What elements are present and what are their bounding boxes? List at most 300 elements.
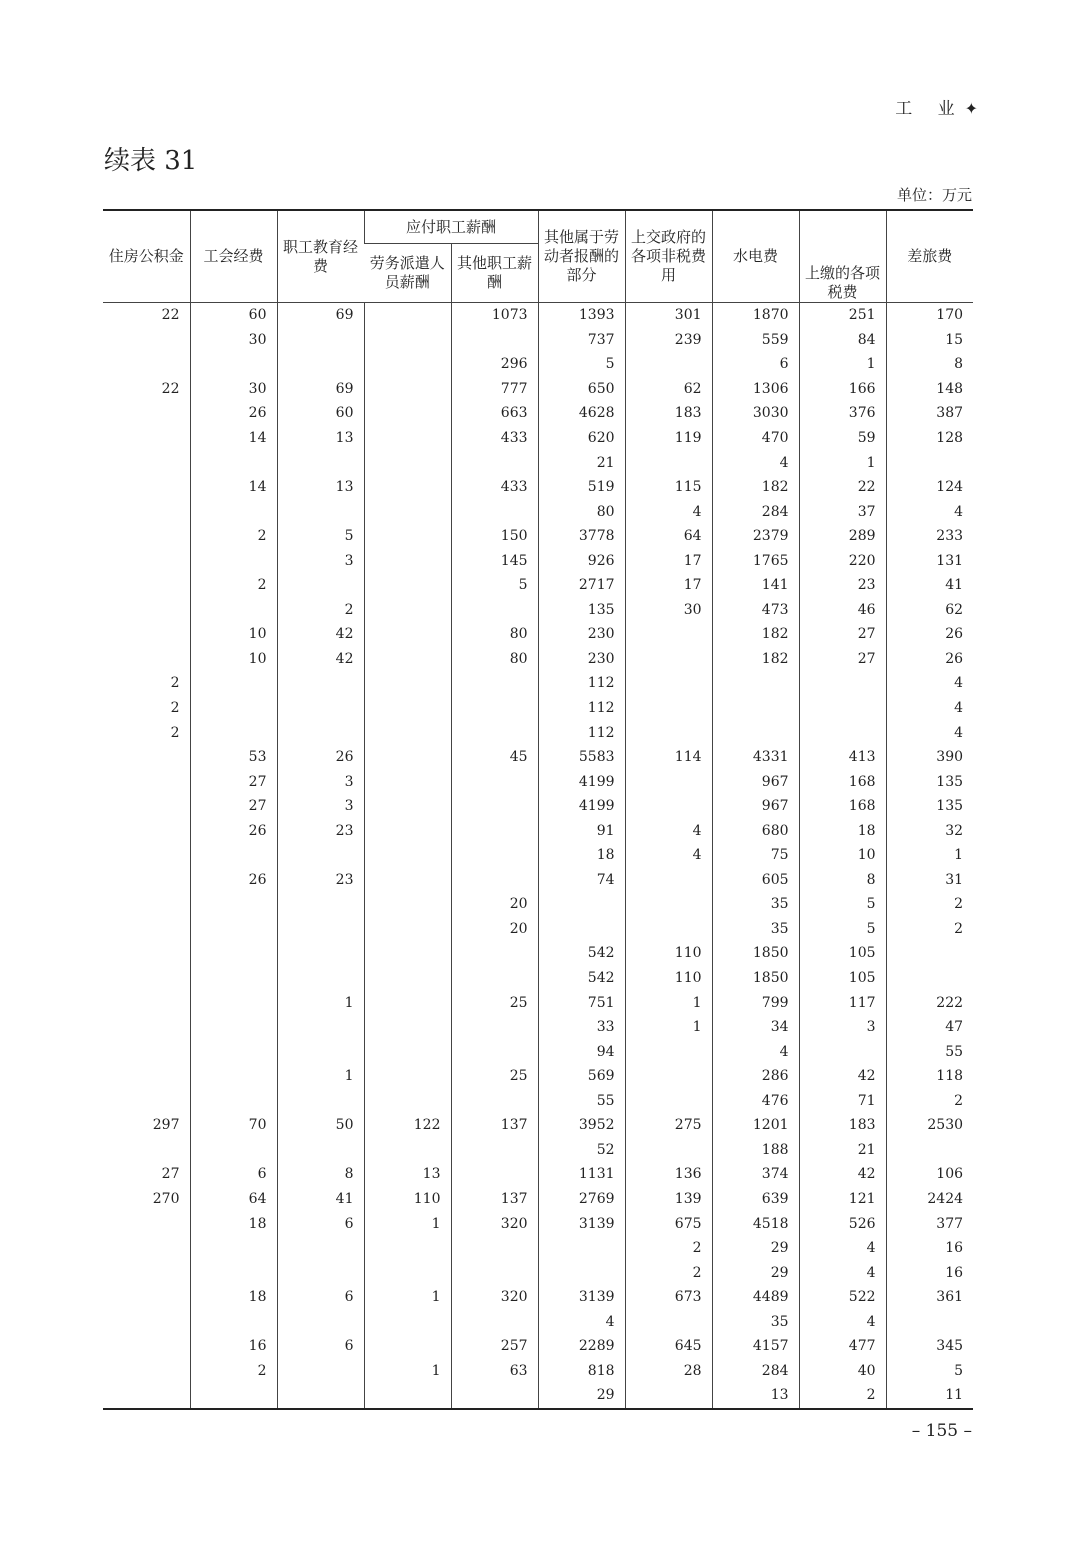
table-cell: 8 <box>799 868 886 893</box>
table-cell <box>103 794 190 819</box>
table-cell: 2717 <box>538 573 625 598</box>
table-cell: 4 <box>712 450 799 475</box>
table-cell <box>103 818 190 843</box>
table-row <box>103 941 973 966</box>
table-cell: 50 <box>277 1113 364 1138</box>
table-cell: 1 <box>277 1064 364 1089</box>
table-cell: 27 <box>799 622 886 647</box>
table-cell: 1 <box>277 990 364 1015</box>
table-cell: 18 <box>799 818 886 843</box>
table-cell <box>277 941 364 966</box>
table-cell: 4 <box>799 1236 886 1261</box>
table-cell <box>538 917 625 942</box>
table-cell <box>799 671 886 696</box>
table-cell <box>364 328 451 353</box>
table-cell: 62 <box>886 598 973 623</box>
table-cell <box>190 1236 277 1261</box>
table-cell: 284 <box>712 1359 799 1384</box>
table-cell <box>277 720 364 745</box>
table-cell <box>190 1015 277 1040</box>
table-cell: 675 <box>625 1211 712 1236</box>
table-cell: 1201 <box>712 1113 799 1138</box>
table-cell <box>277 966 364 991</box>
table-cell: 10 <box>190 647 277 672</box>
table-cell: 136 <box>625 1162 712 1187</box>
table-cell: 1765 <box>712 548 799 573</box>
table-cell: 818 <box>538 1359 625 1384</box>
table-cell: 20 <box>451 892 538 917</box>
table-cell: 25 <box>451 990 538 1015</box>
table-cell: 135 <box>886 794 973 819</box>
table-row <box>103 966 973 991</box>
table-cell: 110 <box>364 1187 451 1212</box>
table-cell: 53 <box>190 745 277 770</box>
table-cell: 20 <box>451 917 538 942</box>
table-cell <box>277 1089 364 1114</box>
table-cell: 4489 <box>712 1285 799 1310</box>
table-cell: 296 <box>451 352 538 377</box>
table-cell: 42 <box>277 622 364 647</box>
table-cell: 1850 <box>712 941 799 966</box>
table-cell <box>103 1039 190 1064</box>
table-cell <box>103 1211 190 1236</box>
table-row <box>103 1187 973 1212</box>
table-cell: 4199 <box>538 794 625 819</box>
table-cell <box>625 892 712 917</box>
table-cell <box>625 1383 712 1409</box>
table-row <box>103 1064 973 1089</box>
table-cell: 376 <box>799 401 886 426</box>
table-cell <box>364 1309 451 1334</box>
table-cell: 71 <box>799 1089 886 1114</box>
table-cell <box>103 426 190 451</box>
table-cell: 2 <box>625 1260 712 1285</box>
table-cell: 182 <box>712 647 799 672</box>
table-cell <box>364 352 451 377</box>
table-cell: 2 <box>190 573 277 598</box>
table-cell: 52 <box>538 1138 625 1163</box>
ornament-icon: ✦ <box>964 99 978 118</box>
table-cell <box>451 769 538 794</box>
table-cell <box>451 941 538 966</box>
table-cell <box>364 450 451 475</box>
table-row <box>103 990 973 1015</box>
table-cell: 1 <box>364 1285 451 1310</box>
table-cell <box>364 720 451 745</box>
table-cell: 2 <box>190 524 277 549</box>
table-cell: 29 <box>712 1260 799 1285</box>
table-row <box>103 1359 973 1384</box>
table-cell <box>190 1383 277 1409</box>
table-cell <box>799 720 886 745</box>
table-cell: 47 <box>886 1015 973 1040</box>
table-cell <box>712 720 799 745</box>
table-cell <box>451 598 538 623</box>
table-cell <box>364 769 451 794</box>
table-cell <box>625 1138 712 1163</box>
table-cell: 270 <box>152 1190 180 1207</box>
table-cell: 2289 <box>538 1334 625 1359</box>
table-cell <box>277 328 364 353</box>
table-cell: 137 <box>451 1113 538 1138</box>
table-cell <box>364 941 451 966</box>
table-cell: 1306 <box>712 377 799 402</box>
table-cell: 3030 <box>712 401 799 426</box>
table-cell <box>625 868 712 893</box>
table-cell: 148 <box>886 377 973 402</box>
table-cell <box>364 794 451 819</box>
table-cell <box>886 1138 973 1163</box>
table-cell: 64 <box>625 524 712 549</box>
table-cell <box>277 1309 364 1334</box>
col-header-other-payroll: 其他职工薪酬 <box>451 244 538 303</box>
table-cell: 135 <box>538 598 625 623</box>
table-cell: 27 <box>799 647 886 672</box>
table-cell: 387 <box>886 401 973 426</box>
table-cell: 32 <box>886 818 973 843</box>
table-cell: 150 <box>451 524 538 549</box>
table-cell: 2769 <box>538 1187 625 1212</box>
table-cell: 5 <box>451 573 538 598</box>
table-cell <box>364 1334 451 1359</box>
table-row <box>103 328 973 353</box>
table-row <box>103 818 973 843</box>
table-cell: 94 <box>538 1039 625 1064</box>
table-cell: 80 <box>451 647 538 672</box>
table-cell: 433 <box>451 475 538 500</box>
table-cell: 10 <box>190 622 277 647</box>
table-cell: 3 <box>277 794 364 819</box>
table-cell: 69 <box>277 377 364 402</box>
table-cell: 377 <box>886 1211 973 1236</box>
table-cell <box>277 1383 364 1409</box>
table-cell: 33 <box>538 1015 625 1040</box>
table-cell <box>190 843 277 868</box>
table-cell <box>190 548 277 573</box>
table-cell: 22 <box>799 475 886 500</box>
table-cell: 121 <box>799 1187 886 1212</box>
table-cell: 2 <box>886 892 973 917</box>
table-cell: 1 <box>364 1211 451 1236</box>
table-cell: 60 <box>190 303 277 328</box>
table-cell <box>364 475 451 500</box>
table-cell <box>886 941 973 966</box>
table-row <box>103 499 973 524</box>
table-cell <box>190 1039 277 1064</box>
table-cell: 4 <box>886 720 973 745</box>
table-cell: 30 <box>190 377 277 402</box>
table-cell <box>364 377 451 402</box>
table-cell: 4 <box>625 818 712 843</box>
table-cell <box>103 1015 190 1040</box>
table-cell <box>364 401 451 426</box>
table-cell: 166 <box>799 377 886 402</box>
table-cell <box>364 745 451 770</box>
table-cell: 390 <box>886 745 973 770</box>
table-cell <box>364 892 451 917</box>
table-cell: 21 <box>799 1138 886 1163</box>
table-row <box>103 1162 973 1187</box>
table-cell: 74 <box>538 868 625 893</box>
table-cell <box>625 352 712 377</box>
table-cell: 183 <box>625 401 712 426</box>
table-cell <box>364 696 451 721</box>
table-row <box>103 1089 973 1114</box>
table-cell: 2 <box>170 724 180 741</box>
table-cell: 170 <box>886 303 973 328</box>
table-cell <box>190 990 277 1015</box>
table-cell: 470 <box>712 426 799 451</box>
table-cell: 40 <box>799 1359 886 1384</box>
table-cell <box>625 671 712 696</box>
table-cell: 6 <box>712 352 799 377</box>
table-cell <box>190 941 277 966</box>
table-cell: 42 <box>277 647 364 672</box>
table-cell <box>190 450 277 475</box>
table-cell: 182 <box>712 475 799 500</box>
table-cell: 251 <box>799 303 886 328</box>
table-cell <box>103 917 190 942</box>
table-cell <box>277 450 364 475</box>
table-cell: 542 <box>538 966 625 991</box>
table-cell <box>277 1359 364 1384</box>
table-cell: 118 <box>886 1064 973 1089</box>
table-cell <box>886 450 973 475</box>
table-cell: 18 <box>190 1285 277 1310</box>
table-cell: 2 <box>170 675 180 692</box>
table-cell <box>538 892 625 917</box>
table-cell: 182 <box>712 622 799 647</box>
table-cell <box>190 352 277 377</box>
table-row <box>103 426 973 451</box>
table-cell <box>451 696 538 721</box>
table-cell <box>799 1039 886 1064</box>
table-cell: 63 <box>451 1359 538 1384</box>
table-cell: 15 <box>886 328 973 353</box>
table-cell: 3778 <box>538 524 625 549</box>
table-row <box>103 696 973 721</box>
table-cell: 257 <box>451 1334 538 1359</box>
table-cell: 289 <box>799 524 886 549</box>
table-cell: 124 <box>886 475 973 500</box>
table-cell <box>364 1260 451 1285</box>
table-cell: 106 <box>886 1162 973 1187</box>
table-cell: 168 <box>799 794 886 819</box>
table-cell: 542 <box>538 941 625 966</box>
table-cell <box>364 499 451 524</box>
table-cell <box>625 769 712 794</box>
table-cell: 220 <box>799 548 886 573</box>
table-cell: 4 <box>538 1309 625 1334</box>
table-row <box>103 573 973 598</box>
table-cell <box>103 622 190 647</box>
col-header-union-fee: 工会经费 <box>190 210 277 303</box>
table-cell <box>886 1309 973 1334</box>
table-cell: 28 <box>625 1359 712 1384</box>
section-label: 工 业 <box>895 99 965 119</box>
table-cell <box>364 671 451 696</box>
table-cell: 23 <box>277 868 364 893</box>
col-header-education-fee: 职工教育经费 <box>277 210 364 303</box>
col-header-dispatch-pay: 劳务派遣人员薪酬 <box>364 244 451 303</box>
table-row <box>103 1285 973 1310</box>
col-header-travel: 差旅费 <box>886 210 973 303</box>
table-cell: 3 <box>277 769 364 794</box>
table-cell <box>364 1383 451 1409</box>
table-cell <box>625 720 712 745</box>
table-row <box>103 1260 973 1285</box>
page-number: – 155 – <box>911 1421 972 1441</box>
table-cell <box>190 1089 277 1114</box>
table-cell: 75 <box>712 843 799 868</box>
table-cell <box>190 1064 277 1089</box>
table-cell: 559 <box>712 328 799 353</box>
table-cell <box>364 1089 451 1114</box>
table-cell: 526 <box>799 1211 886 1236</box>
table-cell: 55 <box>886 1039 973 1064</box>
table-cell: 230 <box>538 647 625 672</box>
table-cell: 13 <box>712 1383 799 1409</box>
table-row <box>103 671 973 696</box>
table-cell <box>451 671 538 696</box>
group-header-payroll: 应付职工薪酬 <box>364 210 538 244</box>
table-cell <box>364 990 451 1015</box>
table-cell: 41 <box>277 1187 364 1212</box>
table-cell <box>103 352 190 377</box>
col-header-housing-fund: 住房公积金 <box>103 210 190 303</box>
table-cell: 433 <box>451 426 538 451</box>
table-cell: 4 <box>625 843 712 868</box>
table-cell: 4 <box>625 499 712 524</box>
table-cell: 64 <box>190 1187 277 1212</box>
table-cell: 967 <box>712 794 799 819</box>
table-cell: 650 <box>538 377 625 402</box>
table-cell: 476 <box>712 1089 799 1114</box>
table-cell: 1073 <box>451 303 538 328</box>
table-cell <box>277 1015 364 1040</box>
table-cell: 14 <box>190 475 277 500</box>
table-cell <box>451 1162 538 1187</box>
table-cell: 128 <box>886 426 973 451</box>
table-cell: 46 <box>799 598 886 623</box>
table-cell: 3952 <box>538 1113 625 1138</box>
table-cell: 183 <box>799 1113 886 1138</box>
table-cell: 69 <box>277 303 364 328</box>
table-cell <box>364 598 451 623</box>
table-cell <box>625 696 712 721</box>
table-cell <box>190 1309 277 1334</box>
table-cell: 473 <box>712 598 799 623</box>
table-cell: 91 <box>538 818 625 843</box>
table-cell: 477 <box>799 1334 886 1359</box>
table-cell <box>364 1064 451 1089</box>
table-cell: 110 <box>625 966 712 991</box>
table-row <box>103 1309 973 1334</box>
table-cell <box>103 1334 190 1359</box>
table-cell: 751 <box>538 990 625 1015</box>
table-cell: 569 <box>538 1064 625 1089</box>
table-cell: 4 <box>886 499 973 524</box>
table-row <box>103 843 973 868</box>
table-cell <box>364 917 451 942</box>
table-cell: 639 <box>712 1187 799 1212</box>
table-cell <box>451 868 538 893</box>
table-cell <box>103 450 190 475</box>
table-cell <box>190 892 277 917</box>
table-row <box>103 1039 973 1064</box>
table-cell: 35 <box>712 1309 799 1334</box>
table-cell: 119 <box>625 426 712 451</box>
table-cell: 4518 <box>712 1211 799 1236</box>
table-cell: 1870 <box>712 303 799 328</box>
table-cell <box>277 696 364 721</box>
table-row <box>103 794 973 819</box>
table-row <box>103 524 973 549</box>
table-row <box>103 1334 973 1359</box>
table-cell: 23 <box>799 573 886 598</box>
table-cell <box>103 941 190 966</box>
table-cell: 320 <box>451 1211 538 1236</box>
table-cell: 23 <box>277 818 364 843</box>
table-cell: 26 <box>190 868 277 893</box>
table-cell <box>277 843 364 868</box>
table-cell <box>103 843 190 868</box>
table-cell: 5583 <box>538 745 625 770</box>
table-cell <box>625 1089 712 1114</box>
table-row <box>103 892 973 917</box>
table-cell: 4 <box>886 671 973 696</box>
table-cell: 1131 <box>538 1162 625 1187</box>
table-cell: 42 <box>799 1162 886 1187</box>
table-cell: 60 <box>277 401 364 426</box>
table-cell: 3139 <box>538 1211 625 1236</box>
table-cell: 112 <box>538 696 625 721</box>
table-cell: 2379 <box>712 524 799 549</box>
table-row <box>103 475 973 500</box>
table-cell: 6 <box>190 1162 277 1187</box>
table-cell <box>103 1260 190 1285</box>
table-cell: 37 <box>799 499 886 524</box>
table-cell: 1 <box>799 352 886 377</box>
running-header <box>895 94 978 119</box>
table-cell: 239 <box>625 328 712 353</box>
table-row <box>103 1211 973 1236</box>
table-cell: 4331 <box>712 745 799 770</box>
table-cell <box>103 524 190 549</box>
table-row <box>103 377 973 402</box>
table-cell: 5 <box>277 524 364 549</box>
table-cell: 114 <box>625 745 712 770</box>
table-row <box>103 450 973 475</box>
table-cell: 22 <box>161 380 180 397</box>
table-cell: 18 <box>538 843 625 868</box>
table-row <box>103 1236 973 1261</box>
table-cell <box>190 499 277 524</box>
table-cell: 6 <box>277 1285 364 1310</box>
table-cell <box>103 475 190 500</box>
table-cell: 926 <box>538 548 625 573</box>
table-cell: 29 <box>712 1236 799 1261</box>
table-cell: 361 <box>886 1285 973 1310</box>
table-cell: 1 <box>886 843 973 868</box>
table-cell: 2 <box>886 917 973 942</box>
table-cell: 4 <box>799 1309 886 1334</box>
table-row <box>103 598 973 623</box>
table-cell: 2 <box>886 1089 973 1114</box>
table-cell <box>103 745 190 770</box>
table-cell <box>625 1309 712 1334</box>
table-cell <box>451 818 538 843</box>
